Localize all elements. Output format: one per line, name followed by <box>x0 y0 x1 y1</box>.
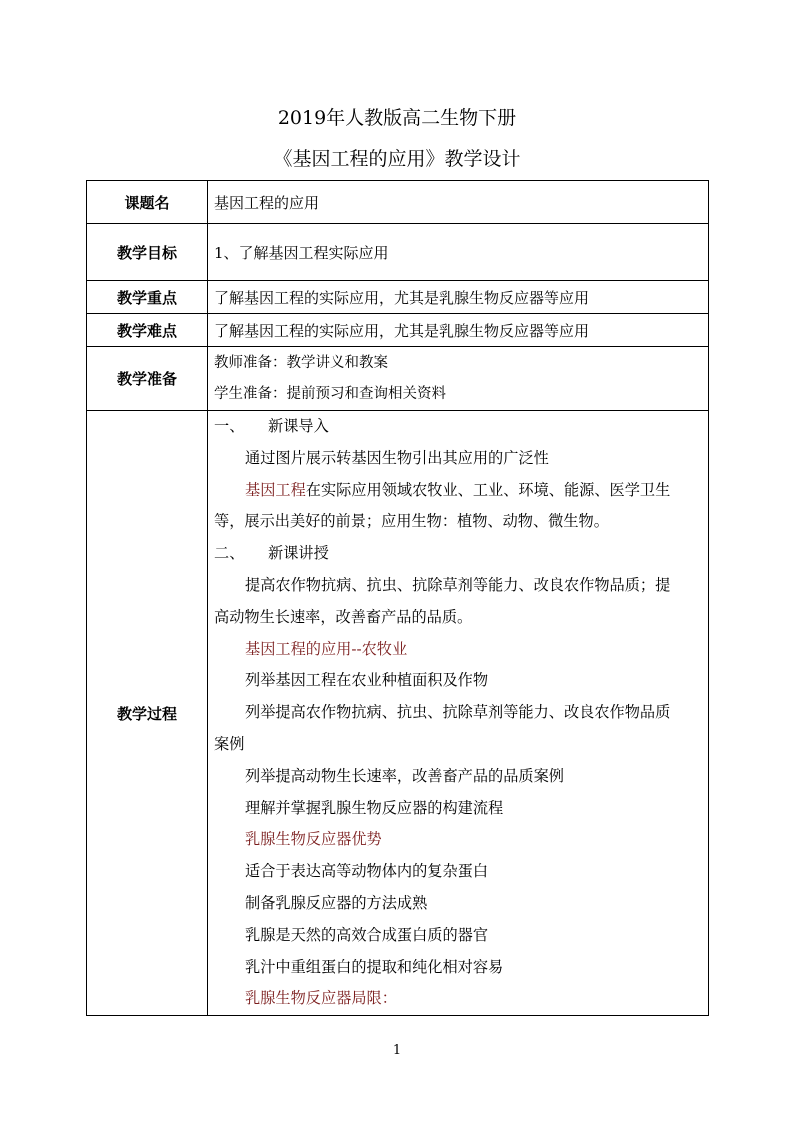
label-difficulty: 教学难点 <box>87 314 208 347</box>
paragraph: 乳汁中重组蛋白的提取和纯化相对容易 <box>245 957 504 976</box>
paragraph: 适合于表达高等动物体内的复杂蛋白 <box>245 862 488 881</box>
table-row-key-point <box>87 281 709 314</box>
label-preparation: 教学准备 <box>87 347 208 411</box>
value-process <box>208 411 709 1016</box>
section-heading-2 <box>214 538 702 570</box>
label-topic: 课题名 <box>87 181 208 224</box>
value-objective: 1、了解基因工程实际应用 <box>208 224 709 281</box>
student-preparation: 学生准备：提前预习和查询相关资料 <box>214 385 446 402</box>
section-number-2: 二、 <box>214 544 245 563</box>
paragraph: 制备乳腺反应器的方法成熟 <box>245 893 428 912</box>
table-row-preparation <box>87 347 709 411</box>
paragraph: 理解并掌握乳腺生物反应器的构建流程 <box>245 798 504 817</box>
section-heading-1 <box>214 411 702 443</box>
paragraph-text: 在实际应用领域农牧业、工业、环境、能源、医学卫生 <box>305 480 671 499</box>
paragraph <box>214 475 702 507</box>
table-row-objective <box>87 224 709 281</box>
subheading: 乳腺生物反应器优势 <box>245 830 382 849</box>
page-number: 1 <box>392 1043 402 1058</box>
document-title-line2: 《基因工程的应用》教学设计 <box>273 148 521 170</box>
subheading: 乳腺生物反应器局限： <box>245 989 397 1008</box>
paragraph: 乳腺是天然的高效合成蛋白质的器官 <box>245 925 488 944</box>
table-row-process <box>87 411 709 1016</box>
value-topic: 基因工程的应用 <box>208 181 709 224</box>
label-objective: 教学目标 <box>87 224 208 281</box>
paragraph: 列举基因工程在农业种植面积及作物 <box>245 671 488 690</box>
highlight-text: 基因工程 <box>245 480 306 499</box>
paragraph-continuation: 案例 <box>214 734 245 753</box>
section-title-2: 新课讲授 <box>268 544 329 563</box>
lesson-plan-table <box>86 180 709 1016</box>
subheading: 基因工程的应用--农牧业 <box>245 639 408 658</box>
value-key-point: 了解基因工程的实际应用，尤其是乳腺生物反应器等应用 <box>208 281 709 314</box>
value-preparation <box>208 347 709 411</box>
paragraph: 列举提高动物生长速率，改善畜产品的品质案例 <box>245 766 564 785</box>
paragraph-continuation: 高动物生长速率，改善畜产品的品质。 <box>214 607 473 626</box>
section-number-1: 一、 <box>214 417 245 435</box>
teacher-preparation: 教师准备：教学讲义和教案 <box>214 354 388 371</box>
document-title-line1: 2019年人教版高二生物下册 <box>277 107 517 129</box>
label-key-point: 教学重点 <box>87 281 208 314</box>
paragraph: 通过图片展示转基因生物引出其应用的广泛性 <box>245 448 549 467</box>
value-difficulty: 了解基因工程的实际应用，尤其是乳腺生物反应器等应用 <box>208 314 709 347</box>
section-title-1: 新课导入 <box>268 417 329 435</box>
paragraph-continuation: 等，展示出美好的前景；应用生物：植物、动物、微生物。 <box>214 512 609 531</box>
table-row-topic <box>87 181 709 224</box>
paragraph: 列举提高农作物抗病、抗虫、抗除草剂等能力、改良农作物品质 <box>245 703 671 722</box>
table-row-difficulty <box>87 314 709 347</box>
label-process: 教学过程 <box>87 411 208 1016</box>
paragraph: 提高农作物抗病、抗虫、抗除草剂等能力、改良农作物品质；提 <box>245 575 671 594</box>
